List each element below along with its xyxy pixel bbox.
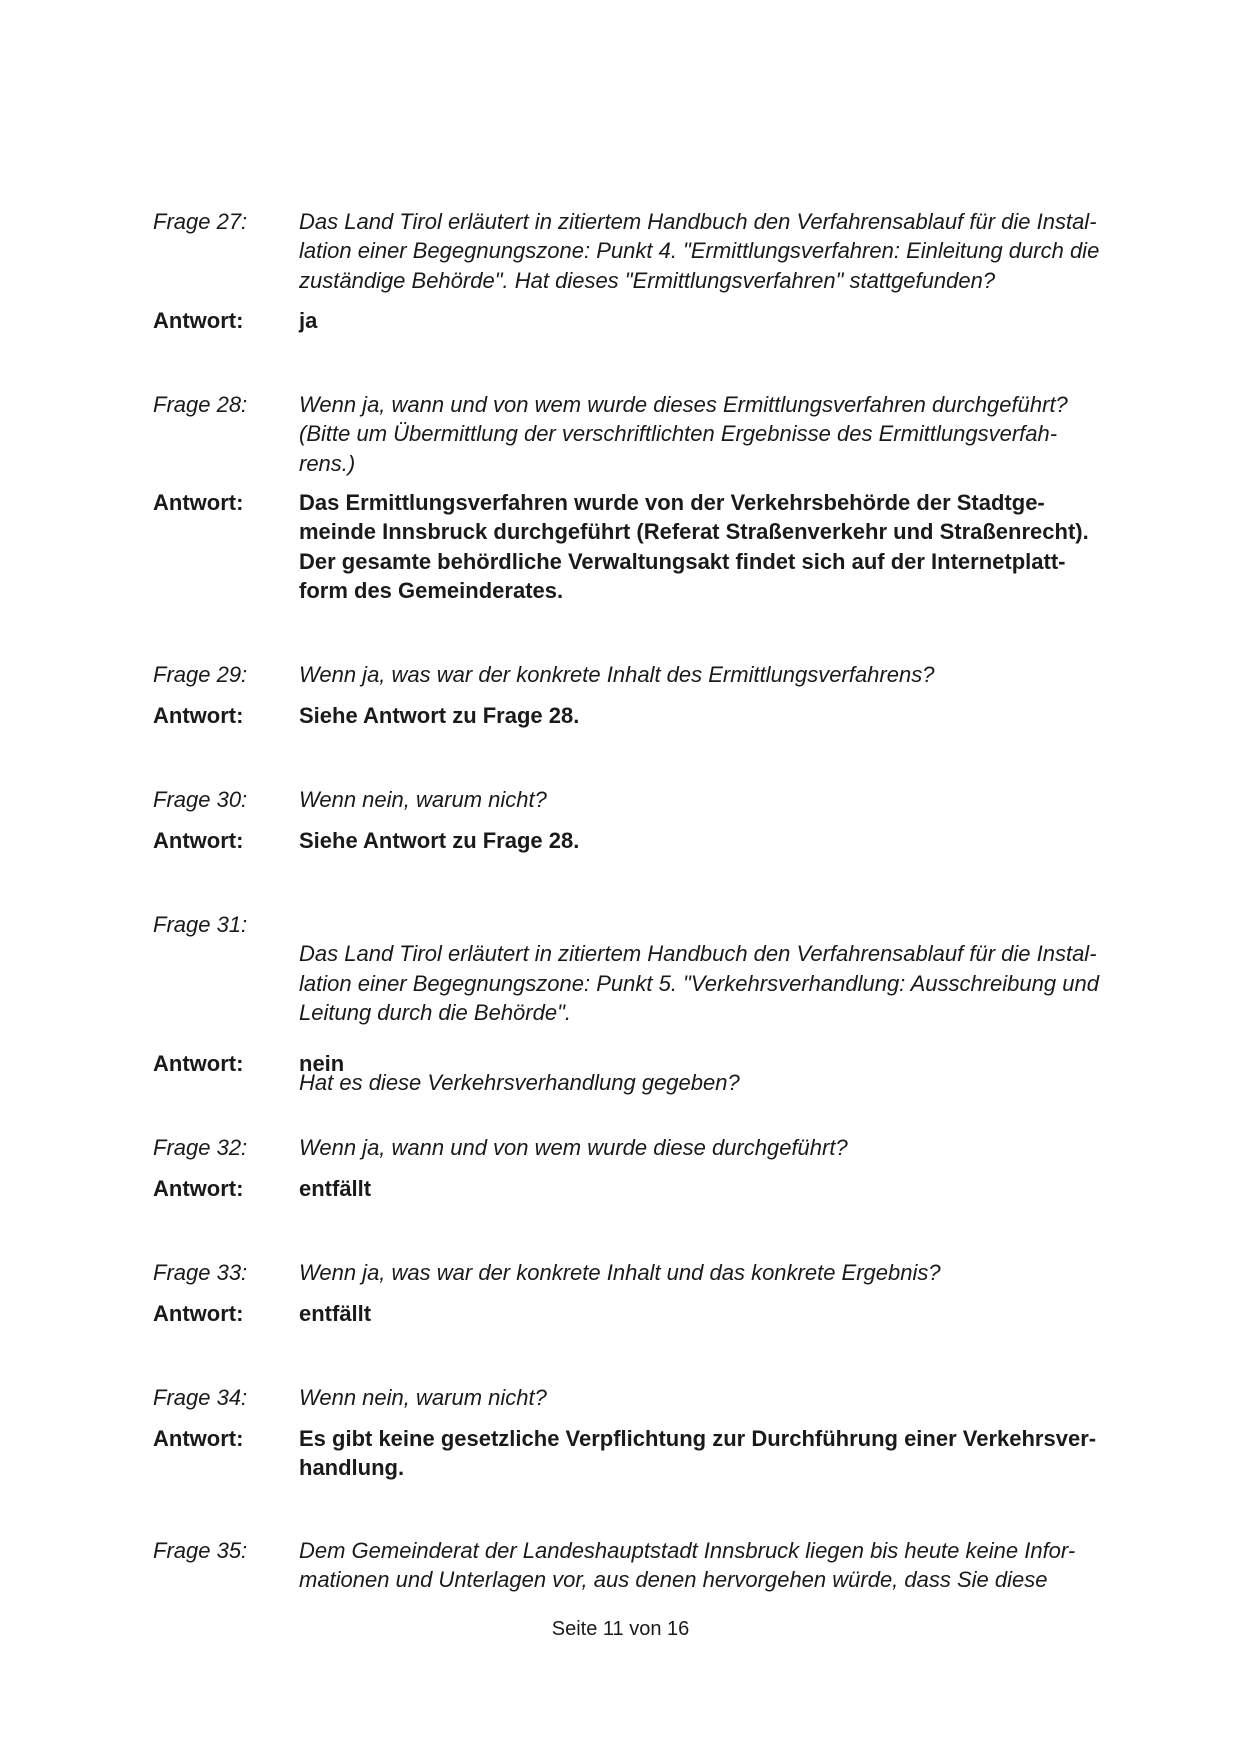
question-30 (153, 785, 1143, 814)
answer-27 (153, 306, 1143, 335)
answer-text: Das Ermittlungsverfahren wurde von der Verkehrsbehörde der Stadtge- meinde Innsbruck durchgeführt (Referat Straßenverkehr und Straßenrecht). Der gesamte behördliche Verwaltungsakt findet sich auf der Internetplatt- form des Gemeinderates. (299, 490, 1089, 604)
answer-label: Antwort: (153, 1426, 244, 1451)
answer-28 (153, 488, 1143, 606)
question-label: Frage 30: (153, 787, 248, 812)
answer-label: Antwort: (153, 1051, 244, 1076)
answer-32 (153, 1174, 1143, 1203)
question-label: Frage 35: (153, 1538, 248, 1563)
question-label: Frage 28: (153, 392, 248, 417)
answer-29 (153, 701, 1143, 730)
question-text: Dem Gemeinderat der Landeshauptstadt Innsbruck liegen bis heute keine Infor- mationen und Unterlagen vor, aus denen hervorgehen würde, dass Sie diese (299, 1538, 1076, 1593)
question-35 (153, 1536, 1143, 1595)
question-text: Wenn ja, was war der konkrete Inhalt und das konkrete Ergebnis? (299, 1260, 941, 1285)
question-28 (153, 390, 1143, 478)
answer-label: Antwort: (153, 1176, 244, 1201)
answer-label: Antwort: (153, 308, 244, 333)
question-33 (153, 1258, 1143, 1287)
answer-label: Antwort: (153, 490, 244, 515)
question-text: Wenn nein, warum nicht? (299, 787, 547, 812)
question-32 (153, 1133, 1143, 1162)
question-label: Frage 33: (153, 1260, 248, 1285)
answer-text: Es gibt keine gesetzliche Verpflichtung zur Durchführung einer Verkehrsver- handlung. (299, 1426, 1097, 1481)
question-label: Frage 31: (153, 912, 248, 937)
page-number: Seite 11 von 16 (551, 1618, 690, 1640)
question-text: Wenn ja, wann und von wem wurde diese durchgeführt? (299, 1135, 848, 1160)
question-text: Wenn ja, wann und von wem wurde dieses Ermittlungsverfahren durchgeführt? (Bitte um Übermittlung der verschriftlichten Ergebnisse des Ermittlungsverfah- rens.) (299, 392, 1068, 476)
answer-34 (153, 1424, 1143, 1483)
question-text: Wenn ja, was war der konkrete Inhalt des Ermittlungsverfahrens? (299, 662, 935, 687)
question-text: Das Land Tirol erläutert in zitiertem Handbuch den Verfahrensablauf für die Instal- lation einer Begegnungszone: Punkt 4. "Ermittlungsverfahren: Einleitung durch die zuständige Behörde". Hat dieses "Ermittlungsverfahren" stattgefunden? (299, 209, 1100, 293)
answer-33 (153, 1299, 1143, 1328)
question-31 (153, 910, 1143, 1127)
question-29 (153, 660, 1143, 689)
question-label: Frage 27: (153, 209, 248, 234)
answer-31 (153, 1049, 1143, 1078)
question-27 (153, 207, 1143, 295)
answer-text: ja (299, 308, 318, 333)
answer-label: Antwort: (153, 1301, 244, 1326)
question-text: Wenn nein, warum nicht? (299, 1385, 547, 1410)
answer-text: Siehe Antwort zu Frage 28. (299, 828, 580, 853)
answer-label: Antwort: (153, 828, 244, 853)
answer-text: entfällt (299, 1301, 372, 1326)
question-label: Frage 29: (153, 662, 248, 687)
answer-text: entfällt (299, 1176, 372, 1201)
answer-text: nein (299, 1051, 345, 1076)
question-text-extra: Hat es diese Verkehrsverhandlung gegeben? (299, 1070, 740, 1096)
answer-30 (153, 826, 1143, 855)
question-34 (153, 1383, 1143, 1412)
answer-text: Siehe Antwort zu Frage 28. (299, 703, 580, 728)
answer-label: Antwort: (153, 703, 244, 728)
question-text: Das Land Tirol erläutert in zitiertem Handbuch den Verfahrensablauf für die Instal- lation einer Begegnungszone: Punkt 5. "Verkehrsverhandlung: Ausschreibung und Leitung durch die Behörde". (299, 941, 1099, 1026)
question-label: Frage 32: (153, 1135, 248, 1160)
question-label: Frage 34: (153, 1385, 248, 1410)
